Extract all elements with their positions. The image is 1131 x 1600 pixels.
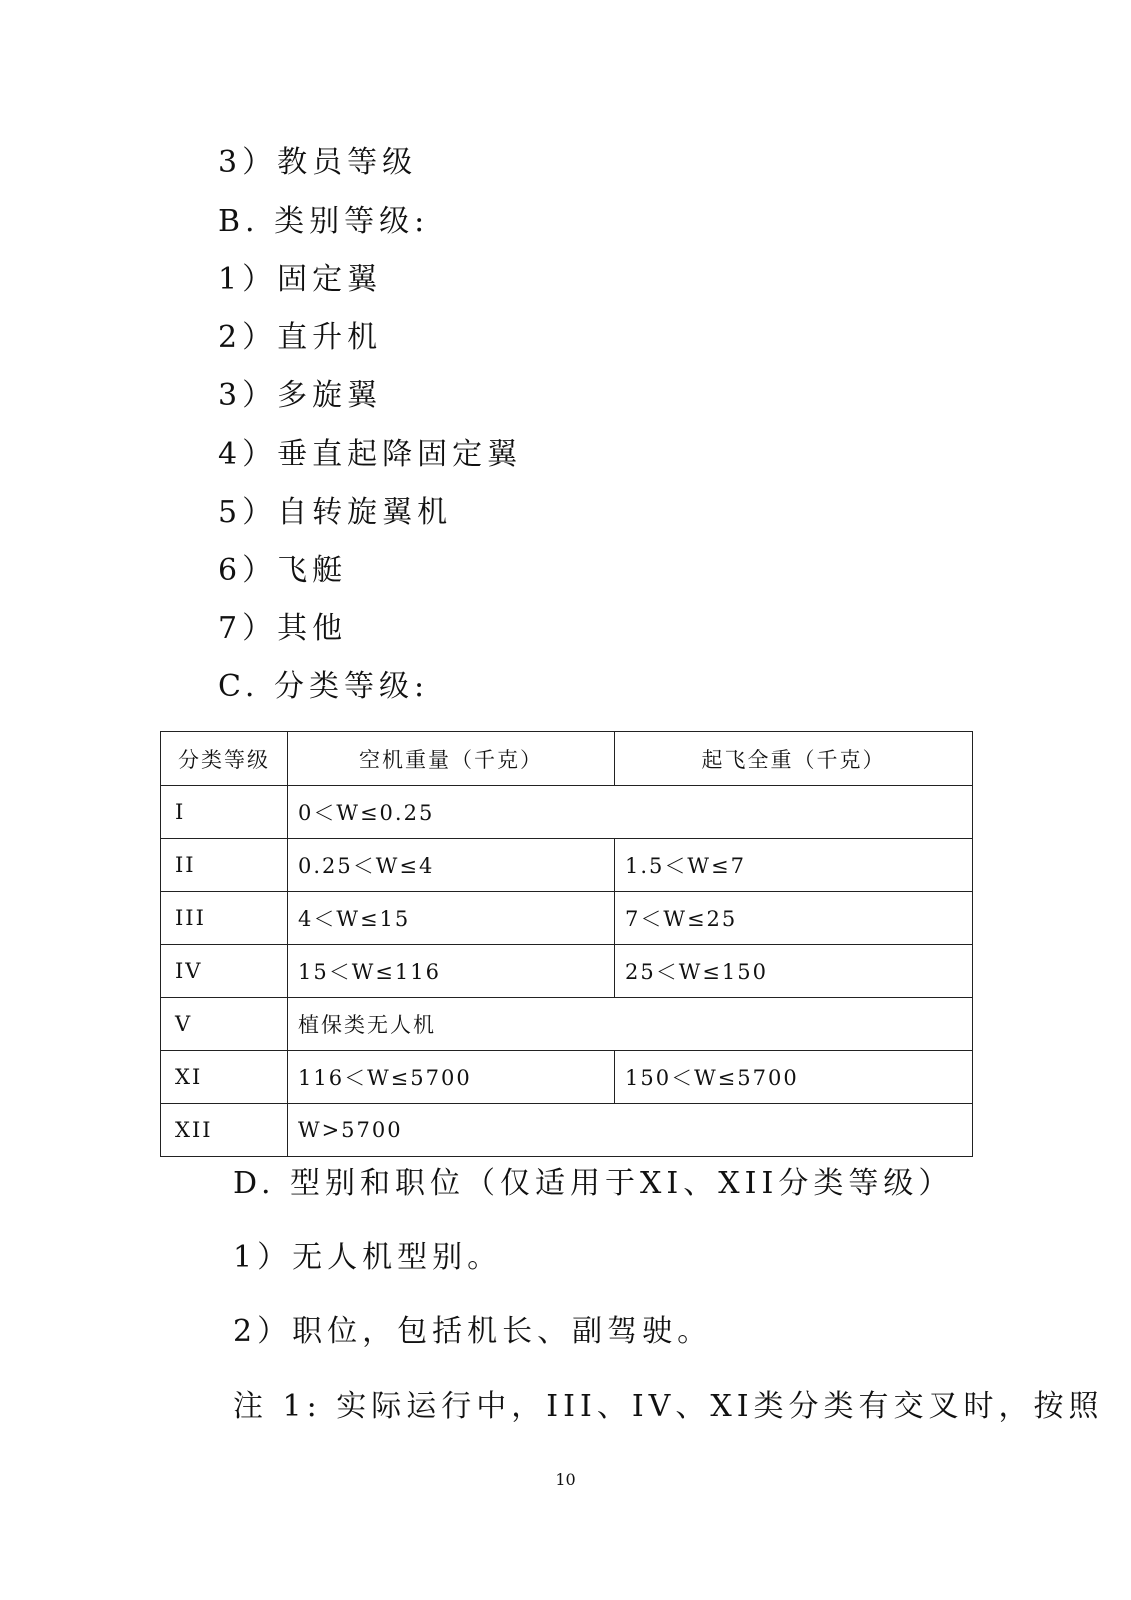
table-row — [161, 839, 973, 892]
table-row — [161, 1051, 973, 1104]
cell-grade: II — [161, 839, 288, 892]
page-number: 10 — [555, 1470, 576, 1489]
list-item: 3）多旋翼 — [218, 378, 383, 413]
list-item: 6）飞艇 — [218, 553, 348, 588]
cell-empty-weight: W>5700 — [288, 1104, 973, 1157]
classification-table — [160, 731, 973, 1157]
table-row — [161, 998, 973, 1051]
cell-empty-weight: 116＜W≤5700 — [288, 1051, 615, 1104]
cell-grade: I — [161, 786, 288, 839]
header-empty-weight: 空机重量（千克） — [288, 732, 615, 786]
cell-grade: XII — [161, 1104, 288, 1157]
list-item: 5）自转旋翼机 — [218, 495, 453, 530]
list-item: 1）固定翼 — [218, 262, 383, 297]
list-item: C. 分类等级: — [218, 669, 430, 704]
table-header-row — [161, 732, 973, 786]
cell-empty-weight: 0＜W≤0.25 — [288, 786, 973, 839]
cell-grade: XI — [161, 1051, 288, 1104]
table-row — [161, 892, 973, 945]
table-row — [161, 786, 973, 839]
list-item: B. 类别等级: — [218, 204, 430, 239]
list-item: 2）直升机 — [218, 320, 383, 355]
table-row — [161, 1104, 973, 1157]
cell-empty-weight: 4＜W≤15 — [288, 892, 615, 945]
cell-grade: III — [161, 892, 288, 945]
cell-empty-weight: 15＜W≤116 — [288, 945, 615, 998]
cell-empty-weight: 植保类无人机 — [288, 998, 973, 1051]
list-item: 1）无人机型别。 — [233, 1240, 503, 1275]
list-item: 7）其他 — [218, 611, 348, 646]
header-takeoff-weight: 起飞全重（千克） — [615, 732, 973, 786]
cell-takeoff-weight: 150＜W≤5700 — [615, 1051, 973, 1104]
cell-empty-weight: 0.25＜W≤4 — [288, 839, 615, 892]
list-item: 4）垂直起降固定翼 — [218, 437, 523, 472]
header-grade: 分类等级 — [161, 732, 288, 786]
list-item: 3）教员等级 — [218, 145, 418, 180]
list-item: 2）职位，包括机长、副驾驶。 — [233, 1314, 713, 1349]
cell-grade: V — [161, 998, 288, 1051]
cell-takeoff-weight: 25＜W≤150 — [615, 945, 973, 998]
table-row — [161, 945, 973, 998]
cell-grade: IV — [161, 945, 288, 998]
note-text: 注 1: 实际运行中，III、IV、XI类分类有交叉时，按照 — [233, 1389, 1104, 1424]
cell-takeoff-weight: 1.5＜W≤7 — [615, 839, 973, 892]
cell-takeoff-weight: 7＜W≤25 — [615, 892, 973, 945]
list-item: D. 型别和职位（仅适用于XI、XII分类等级） — [233, 1166, 954, 1201]
